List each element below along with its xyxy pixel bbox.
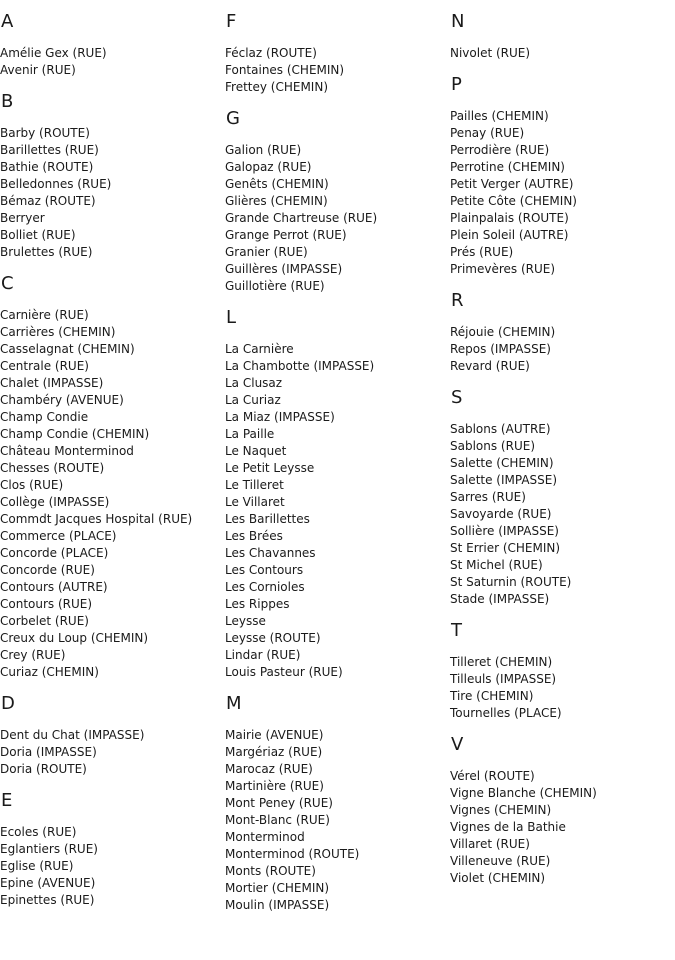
street-name: Glières (CHEMIN): [225, 194, 328, 208]
street-name: Savoyarde (RUE): [450, 507, 552, 521]
street-name: Les Rippes: [225, 597, 290, 611]
section-letter-heading: M: [226, 693, 242, 714]
street-name: Plein Soleil (AUTRE): [450, 228, 569, 242]
street-name: Leysse (ROUTE): [225, 631, 321, 645]
street-name: Vigne Blanche (CHEMIN): [450, 786, 597, 800]
street-name: Mortier (CHEMIN): [225, 881, 330, 895]
street-name: Carrières (CHEMIN): [0, 325, 116, 339]
street-name: Villaret (RUE): [450, 837, 530, 851]
section-letter-heading: A: [1, 11, 14, 32]
section-letter-heading: F: [226, 11, 237, 32]
street-name: Crey (RUE): [0, 648, 66, 662]
letter-section: [450, 622, 675, 722]
street-name: Epine (AVENUE): [0, 876, 96, 890]
letter-section: [0, 13, 225, 79]
street-name: Sarres (RUE): [450, 490, 526, 504]
street-name: Nivolet (RUE): [450, 46, 531, 60]
street-name: Pailles (CHEMIN): [450, 109, 549, 123]
street-index-column-3: [450, 0, 675, 901]
street-name: Tilleret (CHEMIN): [450, 655, 553, 669]
street-list: [225, 727, 450, 914]
letter-section: [450, 292, 675, 375]
street-name: Eglise (RUE): [0, 859, 74, 873]
street-name: Belledonnes (RUE): [0, 177, 112, 191]
street-list: [450, 324, 675, 375]
street-name: Château Monterminod: [0, 444, 134, 458]
street-name: Champ Condie (CHEMIN): [0, 427, 150, 441]
street-name: Mont Peney (RUE): [225, 796, 333, 810]
street-list: [0, 125, 225, 261]
section-letter-heading: E: [1, 790, 13, 811]
street-name: Marocaz (RUE): [225, 762, 313, 776]
section-letter-heading: T: [451, 620, 462, 641]
street-name: Avenir (RUE): [0, 63, 76, 77]
street-name: Le Tilleret: [225, 478, 284, 492]
street-name: Mairie (AVENUE): [225, 728, 324, 742]
letter-section: [225, 13, 450, 96]
street-name: La Chambotte (IMPASSE): [225, 359, 375, 373]
street-name: St Michel (RUE): [450, 558, 543, 572]
street-name: St Errier (CHEMIN): [450, 541, 561, 555]
street-name: Sablons (RUE): [450, 439, 536, 453]
street-name: La Paille: [225, 427, 275, 441]
street-name: Eglantiers (RUE): [0, 842, 98, 856]
street-name: Bathie (ROUTE): [0, 160, 94, 174]
street-name: Guillotière (RUE): [225, 279, 325, 293]
street-name: Grande Chartreuse (RUE): [225, 211, 378, 225]
street-name: St Saturnin (ROUTE): [450, 575, 572, 589]
street-list: [450, 768, 675, 887]
street-name: Salette (CHEMIN): [450, 456, 554, 470]
street-name: Petite Côte (CHEMIN): [450, 194, 577, 208]
street-name: Dent du Chat (IMPASSE): [0, 728, 145, 742]
street-name: Grange Perrot (RUE): [225, 228, 347, 242]
street-name: Bémaz (ROUTE): [0, 194, 96, 208]
street-name: Concorde (PLACE): [0, 546, 109, 560]
street-name: Galopaz (RUE): [225, 160, 312, 174]
street-list: [450, 421, 675, 608]
street-name: Creux du Loup (CHEMIN): [0, 631, 149, 645]
street-list: [450, 45, 675, 62]
street-name: Tire (CHEMIN): [450, 689, 534, 703]
street-name: Collège (IMPASSE): [0, 495, 110, 509]
street-list: [225, 45, 450, 96]
street-name: Margériaz (RUE): [225, 745, 323, 759]
street-name: Frettey (CHEMIN): [225, 80, 329, 94]
street-name: Primevères (RUE): [450, 262, 556, 276]
street-name: Stade (IMPASSE): [450, 592, 550, 606]
letter-section: [450, 13, 675, 62]
letter-section: [450, 736, 675, 887]
street-name: Epinettes (RUE): [0, 893, 95, 907]
street-name: Contours (AUTRE): [0, 580, 108, 594]
street-name: Prés (RUE): [450, 245, 514, 259]
street-name: Les Contours: [225, 563, 304, 577]
street-name: Champ Condie: [0, 410, 89, 424]
street-name: Violet (CHEMIN): [450, 871, 546, 885]
street-name: Le Naquet: [225, 444, 287, 458]
letter-section: [450, 76, 675, 278]
section-letter-heading: L: [226, 307, 237, 328]
street-name: Monts (ROUTE): [225, 864, 316, 878]
street-name: La Miaz (IMPASSE): [225, 410, 335, 424]
street-name: Les Brées: [225, 529, 283, 543]
street-name: Penay (RUE): [450, 126, 525, 140]
street-list: [450, 108, 675, 278]
street-name: Petit Verger (AUTRE): [450, 177, 574, 191]
street-name: Vignes de la Bathie: [450, 820, 566, 834]
street-name: Martinière (RUE): [225, 779, 324, 793]
street-name: Les Barillettes: [225, 512, 310, 526]
street-list: [450, 654, 675, 722]
street-name: Tournelles (PLACE): [450, 706, 562, 720]
street-name: Monterminod (ROUTE): [225, 847, 360, 861]
street-index-column-1: [0, 0, 225, 923]
street-name: Chambéry (AVENUE): [0, 393, 124, 407]
letter-section: [0, 792, 225, 909]
street-name: Lindar (RUE): [225, 648, 301, 662]
street-name: Revard (RUE): [450, 359, 530, 373]
street-name: Barby (ROUTE): [0, 126, 90, 140]
street-name: Les Chavannes: [225, 546, 316, 560]
street-name: La Curiaz: [225, 393, 281, 407]
section-letter-heading: B: [1, 91, 14, 112]
street-list: [0, 824, 225, 909]
street-name: Chesses (ROUTE): [0, 461, 105, 475]
street-name: Granier (RUE): [225, 245, 308, 259]
letter-section: [0, 275, 225, 681]
section-letter-heading: V: [451, 734, 464, 755]
street-name: Vignes (CHEMIN): [450, 803, 552, 817]
street-name: Genêts (CHEMIN): [225, 177, 329, 191]
street-name: Amélie Gex (RUE): [0, 46, 107, 60]
street-list: [0, 727, 225, 778]
street-name: Centrale (RUE): [0, 359, 89, 373]
street-name: Sollière (IMPASSE): [450, 524, 559, 538]
street-list: [0, 45, 225, 79]
street-name: Concorde (RUE): [0, 563, 95, 577]
street-name: Clos (RUE): [0, 478, 64, 492]
street-name: Contours (RUE): [0, 597, 93, 611]
street-name: Fontaines (CHEMIN): [225, 63, 345, 77]
letter-section: [225, 110, 450, 295]
street-name: La Carnière: [225, 342, 294, 356]
section-letter-heading: C: [1, 273, 14, 294]
street-name: Féclaz (ROUTE): [225, 46, 317, 60]
street-list: [225, 142, 450, 295]
street-index-column-2: [225, 0, 450, 928]
street-name: Monterminod: [225, 830, 305, 844]
street-name: Moulin (IMPASSE): [225, 898, 330, 912]
letter-section: [0, 93, 225, 261]
street-name: Corbelet (RUE): [0, 614, 89, 628]
letter-section: [225, 309, 450, 681]
letter-section: [450, 389, 675, 608]
street-name: Doria (IMPASSE): [0, 745, 97, 759]
letter-section: [225, 695, 450, 914]
street-name: Doria (ROUTE): [0, 762, 87, 776]
street-name: Louis Pasteur (RUE): [225, 665, 343, 679]
street-name: Barillettes (RUE): [0, 143, 99, 157]
letter-section: [0, 695, 225, 778]
street-name: Le Petit Leysse: [225, 461, 315, 475]
street-name: Commerce (PLACE): [0, 529, 117, 543]
section-letter-heading: N: [451, 11, 465, 32]
street-name: Ecoles (RUE): [0, 825, 77, 839]
street-name: Galion (RUE): [225, 143, 302, 157]
section-letter-heading: R: [451, 290, 464, 311]
section-letter-heading: P: [451, 74, 462, 95]
street-name: Carnière (RUE): [0, 308, 89, 322]
street-name: Chalet (IMPASSE): [0, 376, 104, 390]
section-letter-heading: S: [451, 387, 463, 408]
street-list: [225, 341, 450, 681]
street-name: Tilleuls (IMPASSE): [450, 672, 557, 686]
street-name: Guillères (IMPASSE): [225, 262, 343, 276]
street-name: Mont-Blanc (RUE): [225, 813, 330, 827]
street-name: La Clusaz: [225, 376, 283, 390]
street-list: [0, 307, 225, 681]
street-name: Casselagnat (CHEMIN): [0, 342, 135, 356]
street-name: Villeneuve (RUE): [450, 854, 551, 868]
street-name: Brulettes (RUE): [0, 245, 93, 259]
street-name: Réjouie (CHEMIN): [450, 325, 556, 339]
street-name: Le Villaret: [225, 495, 285, 509]
street-name: Bolliet (RUE): [0, 228, 76, 242]
street-name: Berryer: [0, 211, 45, 225]
section-letter-heading: G: [226, 108, 240, 129]
street-name: Leysse: [225, 614, 266, 628]
street-name: Perrotine (CHEMIN): [450, 160, 565, 174]
street-name: Plainpalais (ROUTE): [450, 211, 569, 225]
street-name: Perrodière (RUE): [450, 143, 550, 157]
street-name: Commdt Jacques Hospital (RUE): [0, 512, 193, 526]
street-name: Vérel (ROUTE): [450, 769, 535, 783]
street-name: Sablons (AUTRE): [450, 422, 551, 436]
street-name: Les Cornioles: [225, 580, 305, 594]
section-letter-heading: D: [1, 693, 15, 714]
street-name: Curiaz (CHEMIN): [0, 665, 99, 679]
street-name: Salette (IMPASSE): [450, 473, 558, 487]
street-name: Repos (IMPASSE): [450, 342, 551, 356]
